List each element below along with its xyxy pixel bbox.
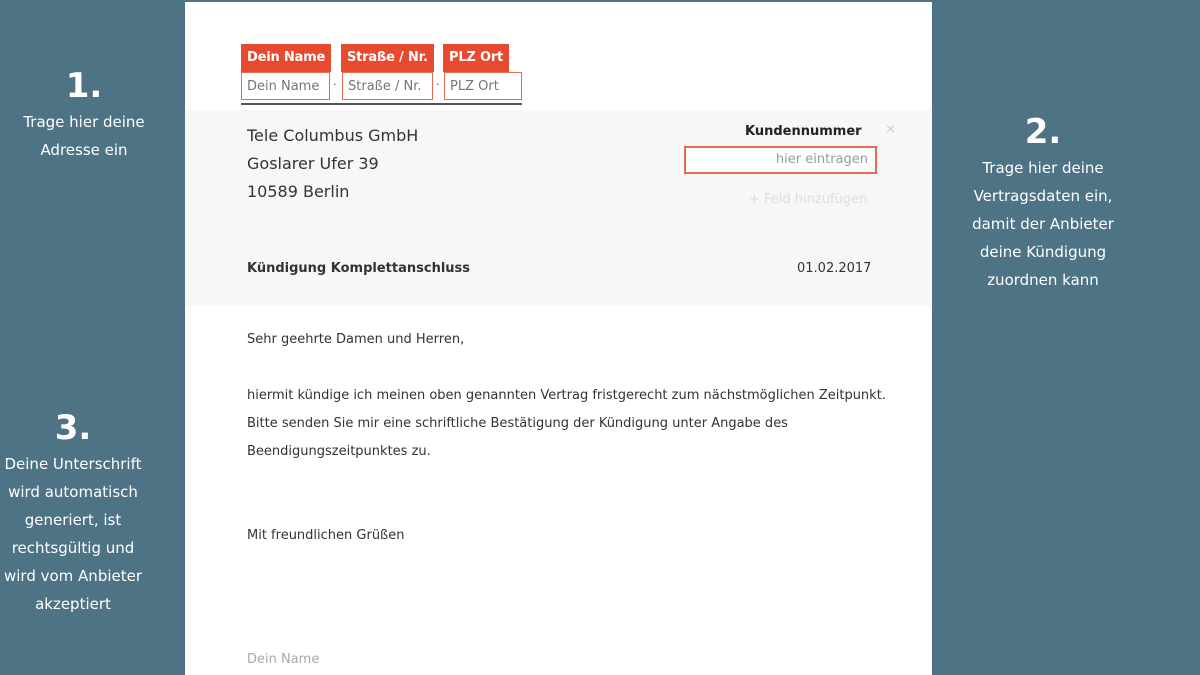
- separator-dot: ·: [333, 78, 337, 91]
- recipient-address: [247, 122, 418, 206]
- recipient-company: Tele Columbus GmbH: [247, 126, 419, 145]
- letter-subject: Kündigung Komplettanschluss: [247, 261, 471, 276]
- customer-number-label: Kundennummer: [745, 124, 862, 139]
- step-text: Trage hier deine Adresse ein: [23, 113, 145, 159]
- step-3-instruction: [0, 408, 146, 618]
- customer-number-input[interactable]: hier eintragen: [684, 146, 877, 174]
- recipient-city: 10589 Berlin: [247, 182, 350, 201]
- letter-body: hiermit kündige ich meinen oben genannten Vertrag fristgerecht zum nächstmöglichen Zeitpunkt. Bitte senden Sie mir eine schriftliche Bestätigung der Kündigung unter Angabe des Beendigungszeitpunktes zu.: [247, 388, 886, 459]
- sender-street-input[interactable]: [342, 72, 433, 100]
- step-number: 2.: [1024, 112, 1062, 152]
- add-field-button[interactable]: + Feld hinzufügen: [749, 192, 868, 207]
- letter-date: 01.02.2017: [797, 261, 872, 276]
- address-underline: [241, 103, 522, 105]
- sender-street-tag: Straße / Nr.: [341, 44, 434, 72]
- step-2-instruction: [958, 112, 1128, 294]
- step-1-instruction: [0, 66, 168, 164]
- step-number: 1.: [65, 66, 103, 106]
- signature-name: Dein Name: [247, 652, 320, 667]
- recipient-street: Goslarer Ufer 39: [247, 154, 379, 173]
- sender-city-input[interactable]: [444, 72, 522, 100]
- sender-city-tag: PLZ Ort: [443, 44, 509, 72]
- sender-name-tag: Dein Name: [241, 44, 331, 72]
- letter-closing: Mit freundlichen Grüßen: [247, 528, 405, 543]
- remove-field-icon[interactable]: ×: [885, 122, 896, 137]
- letter-paper: [185, 2, 932, 675]
- step-text: Trage hier deine Vertragsdaten ein, damit der Anbieter deine Kündigung zuordnen kann: [972, 159, 1114, 289]
- sender-name-input[interactable]: [241, 72, 330, 100]
- separator-dot: ·: [436, 78, 440, 91]
- step-number: 3.: [54, 408, 92, 448]
- step-text: Deine Unterschrift wird automatisch generiert, ist rechtsgültig und wird vom Anbieter akzeptiert: [3, 455, 143, 613]
- letter-salutation: Sehr geehrte Damen und Herren,: [247, 332, 465, 347]
